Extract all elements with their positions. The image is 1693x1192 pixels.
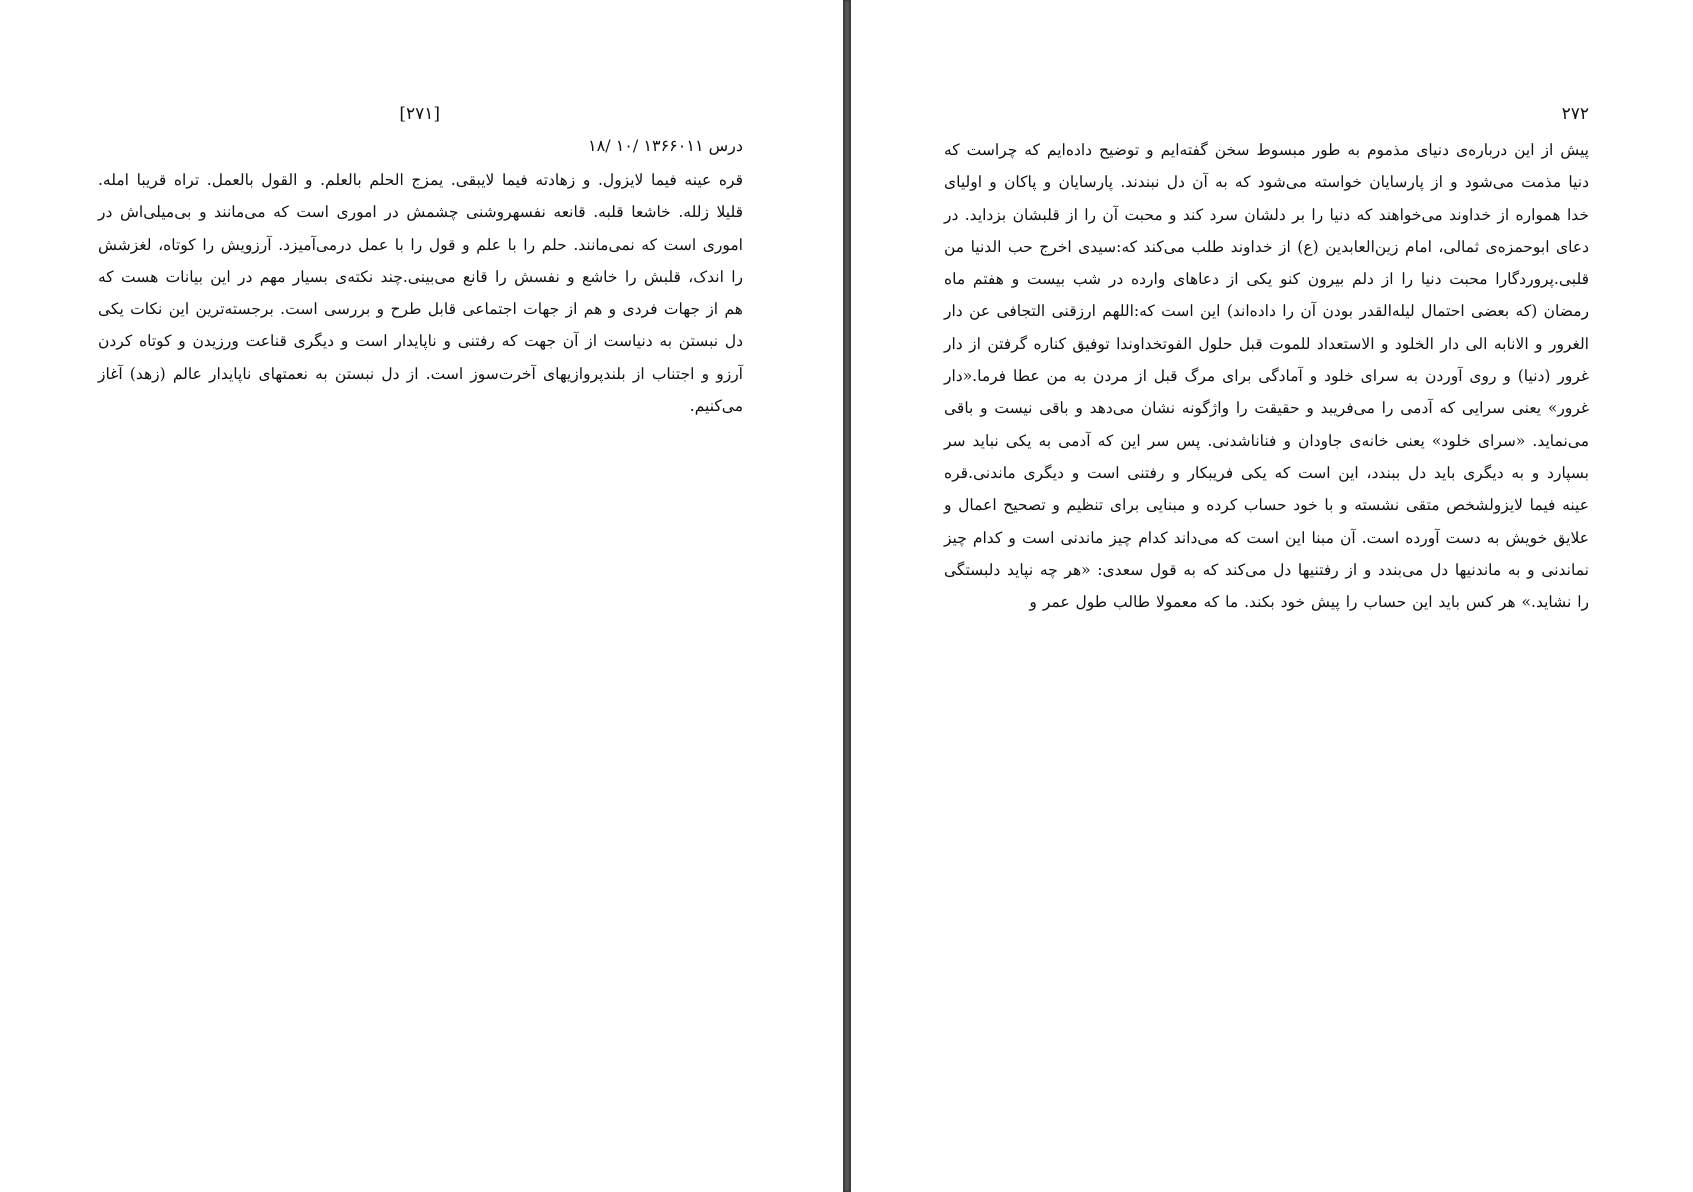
body-paragraph: قره عینه فیما لایزول. و زهادته فیما لایبقی. یمزج الحلم بالعلم. و القول بالعمل. تراه قریبا امله. قلیلا زلله. خاشعا قلبه. قانعه نفسهروشنی چشمش در اموری است که می‌مانند و بی‌میلی‌اش در اموری است که نمی‌مانند. حلم را با علم و قول را با عمل درمی‌آمیزد. آرزویش را کوتاه، لغزشش را اندک، قلبش را خاشع و نفسش را قانع می‌بینی.چند نکته‌ی بسیار مهم در این بیانات هست که هم از جهات فردی و هم از جهات اجتماعی قابل طرح و بررسی است. برجسته‌ترین این نکات یکی دل نبستن به دنیاست از آن جهت که رفتنی و ناپایدار است و دیگری قناعت ورزیدن و کوتاه کردن آرزو و اجتناب از بلندپروازیهای آخرت‌سوز است. از دل نبستن به نعمتهای ناپایدار عالم (زهد) آغاز می‌کنیم. (98, 171, 743, 416)
page-number: ۲۷۲ (1561, 104, 1589, 124)
page-number: [۲۷۱] (399, 104, 440, 124)
lesson-heading: درس ۱۳۶۶۰۱۱ /۱۰ /۱۸ (588, 136, 743, 155)
right-page (851, 0, 1693, 1192)
body-paragraph: پیش از این درباره‌ی دنیای مذموم به طور مبسوط سخن گفته‌ایم و توضیح داده‌ایم که چراست که دنیا مذمت می‌شود و از پارسایان خواسته می‌شود که به آن دل نبندند. پارسایان و پاکان و اولیای خدا همواره از خداوند می‌خواهند که دنیا را بر دلشان سرد کند و محبت آن را از قلبشان بزداید. در دعای ابوحمزه‌ی ثمالی، امام زین‌العابدین (ع) از خداوند طلب می‌کند که:سیدی اخرج حب الدنیا من قلبی.پروردگارا محبت دنیا را از دلم بیرون کنو یکی از دعاهای وارده در شب بیست و هفتم ماه رمضان (که بعضی احتمال لیله‌القدر بودن آن را داده‌اند) این است که:اللهم ارزقنی التجافی عن دار الغرور و الانابه الی دار الخلود و الاستعداد للموت قبل حلول الفوتخداوندا توفیق کناره گرفتن از دار غرور (دنیا) و روی آوردن به سرای خلود و آمادگی برای مرگ قبل از مردن به من عطا فرما.«دار غرور» یعنی سرایی که آدمی را می‌فریبد و حقیقت را واژگونه نشان می‌دهد و باقی نیست و باقی می‌نماید. «سرای خلود» یعنی خانه‌ی جاودان و فناناشدنی. پس سر این که آدمی به یکی نباید سر بسپارد و به دیگری باید دل ببندد، این است که یکی فریبکار و رفتنی است و دیگری ماندنی.قره عینه فیما لایزولشخص متقی نشسته و با خود حساب کرده و مبنایی برای تنظیم و تصحیح اعمال و علایق خویش به دست آورده است. آن مبنا این است که می‌داند کدام چیز ماندنی است و کدام چیز نماندنی و به ماندنیها دل می‌بندد و از رفتنیها دل می‌کند که به قول سعدی: «هر چه نپاید دلبستگی را نشاید.» هر کس باید این حساب را پیش خود بکند. ما که معمولا طالب طول عمر و (944, 141, 1590, 612)
left-page (0, 0, 843, 1192)
book-gutter (843, 0, 851, 1192)
